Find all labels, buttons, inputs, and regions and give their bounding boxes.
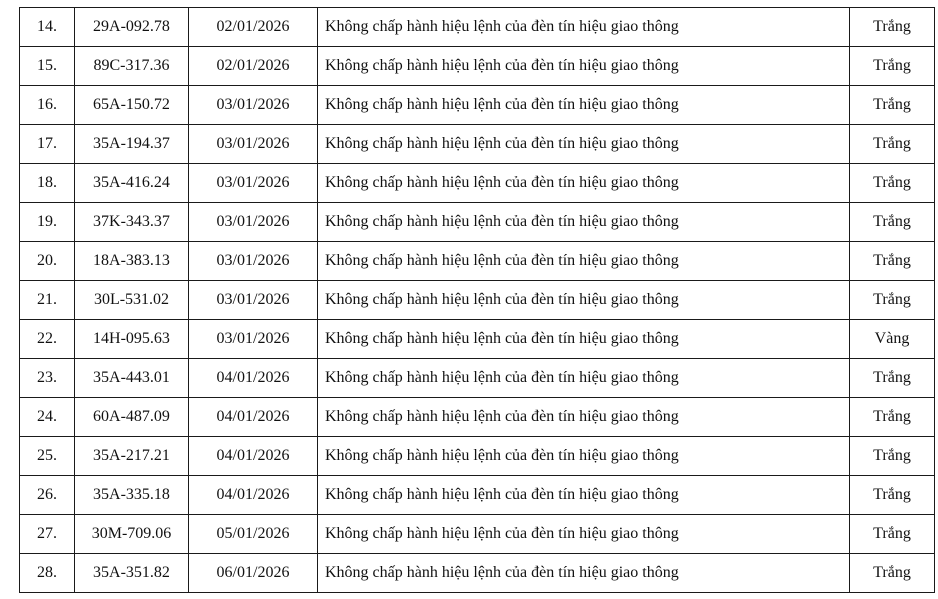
row-number: 24. bbox=[20, 398, 75, 437]
row-number: 20. bbox=[20, 242, 75, 281]
plate-color: Trắng bbox=[850, 515, 935, 554]
table-row bbox=[20, 554, 935, 593]
plate-color: Trắng bbox=[850, 125, 935, 164]
license-plate: 35A-416.24 bbox=[75, 164, 189, 203]
violation-description: Không chấp hành hiệu lệnh của đèn tín hiệu giao thông bbox=[318, 164, 850, 203]
violation-date: 04/01/2026 bbox=[189, 476, 318, 515]
row-number: 21. bbox=[20, 281, 75, 320]
violation-description: Không chấp hành hiệu lệnh của đèn tín hiệu giao thông bbox=[318, 320, 850, 359]
table-row bbox=[20, 515, 935, 554]
plate-color: Trắng bbox=[850, 47, 935, 86]
violation-date: 03/01/2026 bbox=[189, 281, 318, 320]
plate-color: Trắng bbox=[850, 164, 935, 203]
violation-date: 03/01/2026 bbox=[189, 86, 318, 125]
table-row bbox=[20, 281, 935, 320]
table-row bbox=[20, 8, 935, 47]
license-plate: 35A-351.82 bbox=[75, 554, 189, 593]
table-row bbox=[20, 86, 935, 125]
license-plate: 89C-317.36 bbox=[75, 47, 189, 86]
plate-color: Trắng bbox=[850, 86, 935, 125]
license-plate: 60A-487.09 bbox=[75, 398, 189, 437]
violation-date: 03/01/2026 bbox=[189, 164, 318, 203]
violation-description: Không chấp hành hiệu lệnh của đèn tín hiệu giao thông bbox=[318, 8, 850, 47]
license-plate: 65A-150.72 bbox=[75, 86, 189, 125]
row-number: 18. bbox=[20, 164, 75, 203]
violation-date: 04/01/2026 bbox=[189, 437, 318, 476]
violation-description: Không chấp hành hiệu lệnh của đèn tín hiệu giao thông bbox=[318, 359, 850, 398]
violation-description: Không chấp hành hiệu lệnh của đèn tín hiệu giao thông bbox=[318, 398, 850, 437]
violation-date: 03/01/2026 bbox=[189, 125, 318, 164]
row-number: 27. bbox=[20, 515, 75, 554]
violation-description: Không chấp hành hiệu lệnh của đèn tín hiệu giao thông bbox=[318, 554, 850, 593]
violations-table-body bbox=[20, 8, 935, 593]
violation-description: Không chấp hành hiệu lệnh của đèn tín hiệu giao thông bbox=[318, 515, 850, 554]
violation-description: Không chấp hành hiệu lệnh của đèn tín hiệu giao thông bbox=[318, 476, 850, 515]
table-row bbox=[20, 164, 935, 203]
license-plate: 35A-217.21 bbox=[75, 437, 189, 476]
violation-date: 04/01/2026 bbox=[189, 359, 318, 398]
violation-description: Không chấp hành hiệu lệnh của đèn tín hiệu giao thông bbox=[318, 203, 850, 242]
violation-description: Không chấp hành hiệu lệnh của đèn tín hiệu giao thông bbox=[318, 125, 850, 164]
violation-date: 02/01/2026 bbox=[189, 8, 318, 47]
row-number: 26. bbox=[20, 476, 75, 515]
plate-color: Trắng bbox=[850, 476, 935, 515]
plate-color: Trắng bbox=[850, 203, 935, 242]
plate-color: Trắng bbox=[850, 242, 935, 281]
row-number: 22. bbox=[20, 320, 75, 359]
violation-date: 03/01/2026 bbox=[189, 242, 318, 281]
license-plate: 29A-092.78 bbox=[75, 8, 189, 47]
plate-color: Trắng bbox=[850, 554, 935, 593]
plate-color: Trắng bbox=[850, 359, 935, 398]
row-number: 19. bbox=[20, 203, 75, 242]
violation-date: 03/01/2026 bbox=[189, 203, 318, 242]
table-row bbox=[20, 476, 935, 515]
violations-table bbox=[19, 7, 935, 593]
table-row bbox=[20, 437, 935, 476]
plate-color: Trắng bbox=[850, 8, 935, 47]
violation-description: Không chấp hành hiệu lệnh của đèn tín hiệu giao thông bbox=[318, 437, 850, 476]
row-number: 23. bbox=[20, 359, 75, 398]
license-plate: 35A-443.01 bbox=[75, 359, 189, 398]
violation-date: 03/01/2026 bbox=[189, 320, 318, 359]
plate-color: Trắng bbox=[850, 437, 935, 476]
row-number: 17. bbox=[20, 125, 75, 164]
violation-date: 06/01/2026 bbox=[189, 554, 318, 593]
violation-description: Không chấp hành hiệu lệnh của đèn tín hiệu giao thông bbox=[318, 281, 850, 320]
table-row bbox=[20, 125, 935, 164]
table-row bbox=[20, 359, 935, 398]
violation-description: Không chấp hành hiệu lệnh của đèn tín hiệu giao thông bbox=[318, 86, 850, 125]
row-number: 16. bbox=[20, 86, 75, 125]
violation-description: Không chấp hành hiệu lệnh của đèn tín hiệu giao thông bbox=[318, 47, 850, 86]
license-plate: 30L-531.02 bbox=[75, 281, 189, 320]
row-number: 14. bbox=[20, 8, 75, 47]
violation-description: Không chấp hành hiệu lệnh của đèn tín hiệu giao thông bbox=[318, 242, 850, 281]
table-row bbox=[20, 242, 935, 281]
violation-date: 04/01/2026 bbox=[189, 398, 318, 437]
license-plate: 18A-383.13 bbox=[75, 242, 189, 281]
plate-color: Trắng bbox=[850, 281, 935, 320]
row-number: 15. bbox=[20, 47, 75, 86]
license-plate: 35A-335.18 bbox=[75, 476, 189, 515]
license-plate: 35A-194.37 bbox=[75, 125, 189, 164]
violation-date: 02/01/2026 bbox=[189, 47, 318, 86]
violation-date: 05/01/2026 bbox=[189, 515, 318, 554]
license-plate: 37K-343.37 bbox=[75, 203, 189, 242]
table-row bbox=[20, 320, 935, 359]
table-row bbox=[20, 47, 935, 86]
plate-color: Trắng bbox=[850, 398, 935, 437]
license-plate: 14H-095.63 bbox=[75, 320, 189, 359]
table-row bbox=[20, 203, 935, 242]
table-row bbox=[20, 398, 935, 437]
row-number: 28. bbox=[20, 554, 75, 593]
license-plate: 30M-709.06 bbox=[75, 515, 189, 554]
row-number: 25. bbox=[20, 437, 75, 476]
plate-color: Vàng bbox=[850, 320, 935, 359]
